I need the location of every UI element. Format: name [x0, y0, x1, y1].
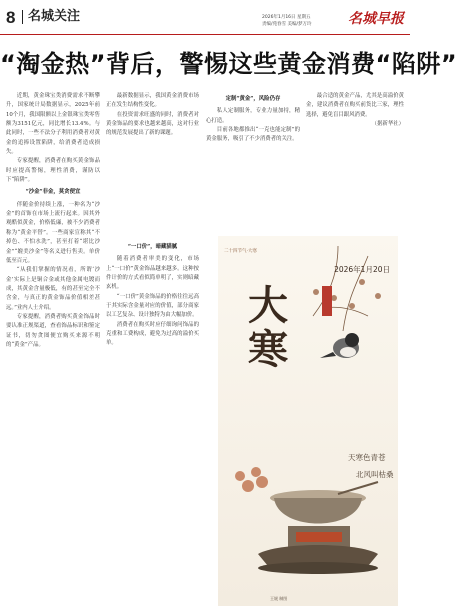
poem-line-1: 天寒色青苍 — [348, 453, 386, 462]
paragraph: “一口价”黄金饰品的价格往往远高于其实际含金量对应的价值，部分商家以工艺复杂、设计独特为由大幅加价。 — [106, 293, 199, 319]
editor-line: 责编/苑春雪 美编/梦万玲 — [262, 22, 312, 27]
illustration-caption: 二十四节气·大寒 — [224, 249, 257, 254]
subheading: 定制“黄金”，风险仍存 — [225, 96, 281, 102]
solar-term-date: 2026年1月20日 — [334, 265, 390, 274]
subheading: “一口价”，暗藏猫腻 — [127, 244, 178, 250]
paragraph: 伴随金价持续上涨，一种名为“沙金”的首饰在市场上流行起来。因其外观酷似黄金，价格低廉，被不少消费者称为“黄金平替”。一些商家宣称其“不掉色、不怕水洗”，甚至打着“堪比沙金”“媲美沙金”等名义进行售卖。单价低至百元。 — [6, 201, 100, 264]
paragraph: 最新数据显示，我国黄金消费市场正在发生结构性变化。 — [106, 93, 199, 109]
paragraph: 专家提醒，消费者购买黄金饰品时要认准正规渠道，查看饰品标识和鉴定证书，切勿贪图便宜购买来源不明的“黄金”产品。 — [6, 313, 100, 348]
solar-term-title: 大寒 — [248, 282, 288, 373]
article-column-3 — [206, 92, 300, 231]
solar-term-illustration — [218, 236, 398, 606]
page-number: 8 — [6, 8, 16, 27]
paragraph: 专家提醒，消费者在购买黄金饰品时应提高警惕，理性消费，谨防以下“陷阱”。 — [6, 158, 100, 184]
article-column-2 — [106, 92, 199, 231]
paragraph: “从我们掌握的情况看，所谓‘沙金’实际上是铜合金或其他金属电镀而成，其黄金含量极低，有的甚至完全不含金，与真正的黄金饰品价值相差甚远。”业内人士介绍。 — [6, 267, 100, 311]
subheading: “沙金”非金，莫贪便宜 — [25, 189, 81, 196]
illustration-artwork — [218, 236, 398, 606]
paragraph: 私人定制服务，专业力量加持，精心打造。 — [206, 108, 300, 124]
newspaper-brand-logo: 名城早报 — [348, 11, 404, 27]
date-line: 2026年1月16日 星期五 — [262, 15, 311, 20]
page-header — [0, 0, 410, 35]
byline: （据新华社） — [371, 121, 404, 128]
paragraph: 最合适的黄金产品，尤其是高溢价黄金，建议消费者在购买前货比三家，理性选择，避免盲目跟风消费。 — [306, 93, 404, 118]
main-headline: “淘金热”背后，警惕这些黄金消费“陷阱” — [0, 50, 457, 78]
article-column-4 — [306, 92, 404, 231]
paragraph: 近期，黄金珠宝类消费需求不断攀升，国家统计局数据显示，2025年前10个月，我国限额以上金银珠宝类零售额为3151亿元，同比增长13.4%。与此同时，一些不法分子利用消费者对黄金的追捧设置陷阱，给消费者造成损失。 — [6, 93, 100, 156]
paragraph: 消费者在购买时应仔细询问饰品的克重和工费构成，避免为过高的溢价买单。 — [106, 321, 199, 347]
paragraph: 目前各地都推出“一克也能定制”的黄金服务，吸引了不少消费者的关注。 — [206, 127, 300, 143]
section-title: 名城关注 — [22, 10, 80, 24]
article-column-3-lower — [206, 240, 214, 607]
article-column-1 — [6, 92, 100, 607]
red-seal-stamp — [322, 286, 332, 316]
paragraph: 随着消费者审美的变化，市场上“一口价”黄金饰品越来越多。这种按件计价的方式看似简单明了，实则暗藏玄机。 — [106, 256, 199, 291]
article-column-2-lower — [106, 240, 199, 607]
poem-line-2: 北风叫枯桑 — [356, 470, 394, 479]
illustration-credit: 王媛 制图 — [270, 596, 288, 601]
paragraph: 在投资需求旺盛的同时，消费者对黄金饰品的要求也越来越高，这对行业的规范发展提出了新的课题。 — [106, 111, 199, 137]
